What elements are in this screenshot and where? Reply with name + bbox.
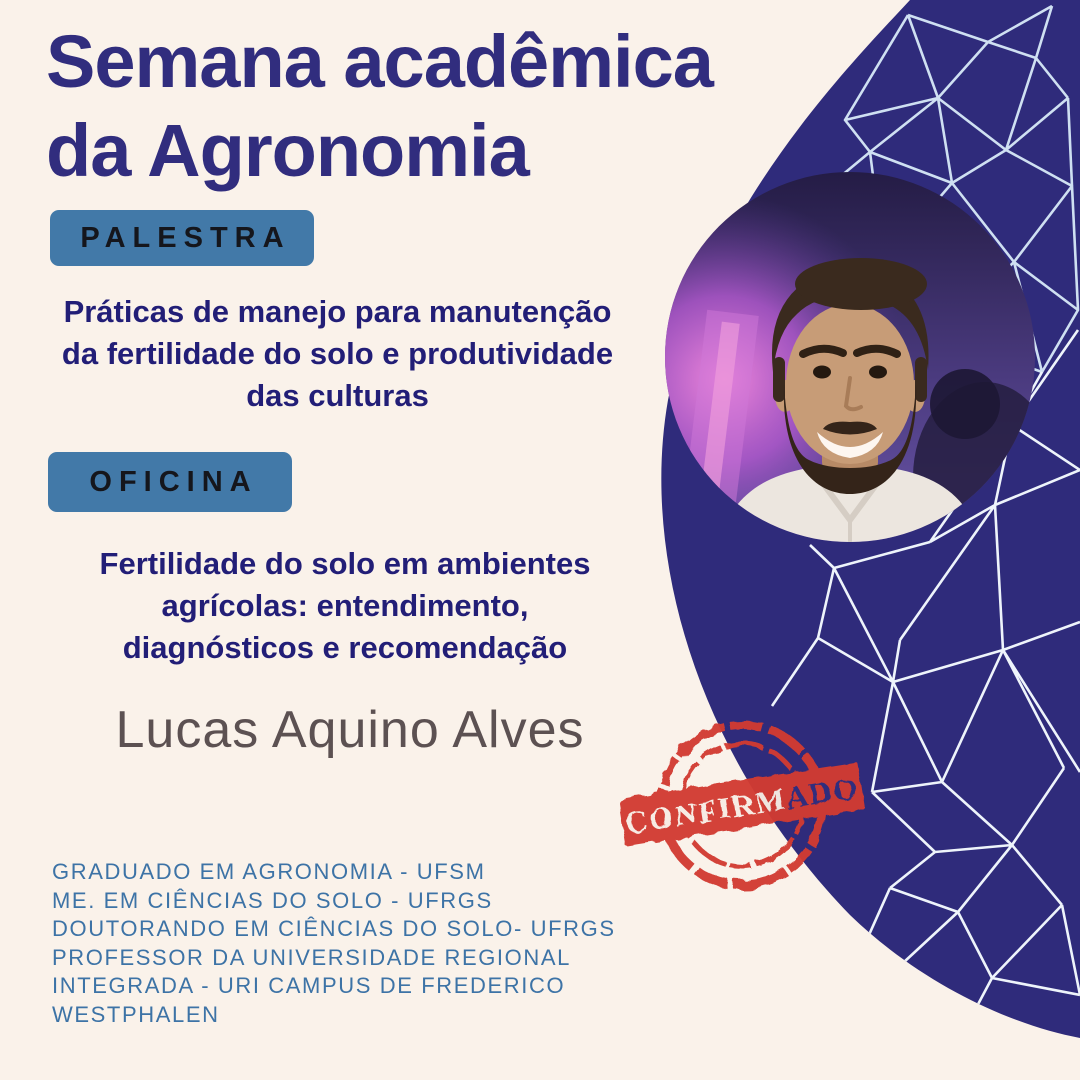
oficina-description — [20, 543, 670, 669]
credential-line: DOUTORANDO EM CIÊNCIAS DO SOLO- UFRGS — [52, 916, 616, 941]
credential-line: GRADUADO EM AGRONOMIA - UFSM — [52, 859, 486, 884]
palestra-description — [5, 291, 670, 417]
speaker-name: Lucas Aquino Alves — [115, 701, 585, 759]
title-line-2: da Agronomia — [46, 108, 529, 192]
oficina-badge — [48, 452, 292, 512]
oficina-badge-label: OFICINA — [89, 465, 258, 498]
oficina-line: agrícolas: entendimento, — [161, 588, 529, 624]
stamp-text: CONFIRMADO — [623, 769, 862, 842]
credential-line: ME. EM CIÊNCIAS DO SOLO - UFRGS — [52, 887, 493, 913]
title-line-1: Semana acadêmica — [46, 20, 713, 103]
poster-title — [46, 18, 713, 196]
credential-line: PROFESSOR DA UNIVERSIDADE REGIONAL — [52, 944, 571, 970]
palestra-line: das culturas — [246, 378, 429, 414]
oficina-line: Fertilidade do solo em ambientes — [99, 546, 591, 581]
speaker-credentials — [52, 858, 616, 1029]
confirmado-stamp — [623, 712, 862, 898]
credential-line: INTEGRADA - URI CAMPUS DE FREDERICO — [52, 973, 566, 998]
palestra-badge-label: PALESTRA — [80, 221, 291, 254]
palestra-line: Práticas de manejo para manutenção — [63, 294, 612, 329]
speaker-photo — [665, 172, 1035, 542]
palestra-badge — [50, 210, 314, 266]
palestra-line: da fertilidade do solo e produtividade — [61, 336, 614, 372]
credential-line: WESTPHALEN — [52, 1001, 220, 1027]
oficina-line: diagnósticos e recomendação — [122, 630, 568, 666]
